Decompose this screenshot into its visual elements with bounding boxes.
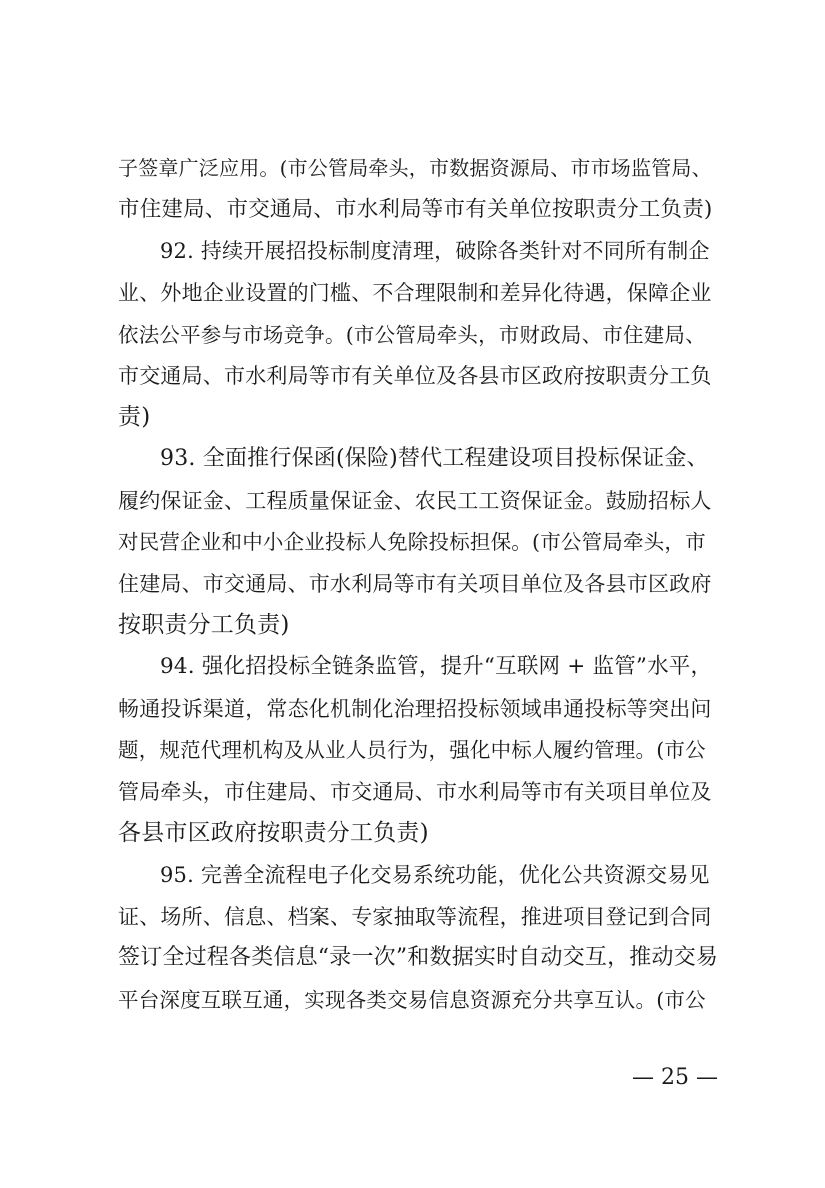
text-line: 畅通投诉渠道，常态化机制化治理招投标领域串通投标等突出问 <box>118 697 712 721</box>
text-line: 市住建局、市交通局、市水利局等市有关单位按职责分工负责) <box>118 197 713 222</box>
text-line: 住建局、市交通局、市水利局等市有关项目单位及各县市区政府 <box>118 572 712 596</box>
item-93-heading-line: 93. 全面推行保函(保险)替代工程建设项目投标保证金、 <box>160 446 709 471</box>
text-line: 各县市区政府按职责分工负责) <box>118 820 429 846</box>
text-line: 平台深度互联互通，实现各类交易信息资源充分共享互认。(市公 <box>118 988 706 1012</box>
text-line: 题，规范代理机构及从业人员行为，强化中标人履约管理。(市公 <box>118 738 706 762</box>
text-line: 履约保证金、工程质量保证金、农民工工资保证金。鼓励招标人 <box>118 489 712 513</box>
text-line: 对民营企业和中小企业投标人免除投标担保。(市公管局牵头，市 <box>118 530 706 554</box>
text-line: 签订全过程各类信息“录一次”和数据实时自动交互，推动交易 <box>118 945 719 970</box>
item-92-heading-line: 92. 持续开展招投标制度清理，破除各类针对不同所有制企 <box>160 239 710 263</box>
text-line: 依法公平参与市场竞争。(市公管局牵头，市财政局、市住建局、 <box>118 323 706 347</box>
page-number: — 25 — <box>632 1065 718 1090</box>
text-line: 管局牵头，市住建局、市交通局、市水利局等市有关项目单位及 <box>118 780 712 804</box>
text-line: 市交通局、市水利局等市有关单位及各县市区政府按职责分工负 <box>118 364 712 388</box>
text-line: 责) <box>118 404 151 430</box>
item-94-heading-line: 94. 强化招投标全链条监管，提升“互联网 + 监管”水平， <box>160 654 713 679</box>
text-line: 证、场所、信息、档案、专家抽取等流程，推进项目登记到合同 <box>118 905 712 929</box>
item-95-heading-line: 95. 完善全流程电子化交易系统功能，优化公共资源交易见 <box>160 863 710 887</box>
text-line: 业、外地企业设置的门槛、不合理限制和差异化待遇，保障企业 <box>118 281 712 305</box>
text-line: 按职责分工负责) <box>118 612 290 638</box>
text-line: 子签章广泛应用。(市公管局牵头，市数据资源局、市市场监管局、 <box>118 156 712 180</box>
